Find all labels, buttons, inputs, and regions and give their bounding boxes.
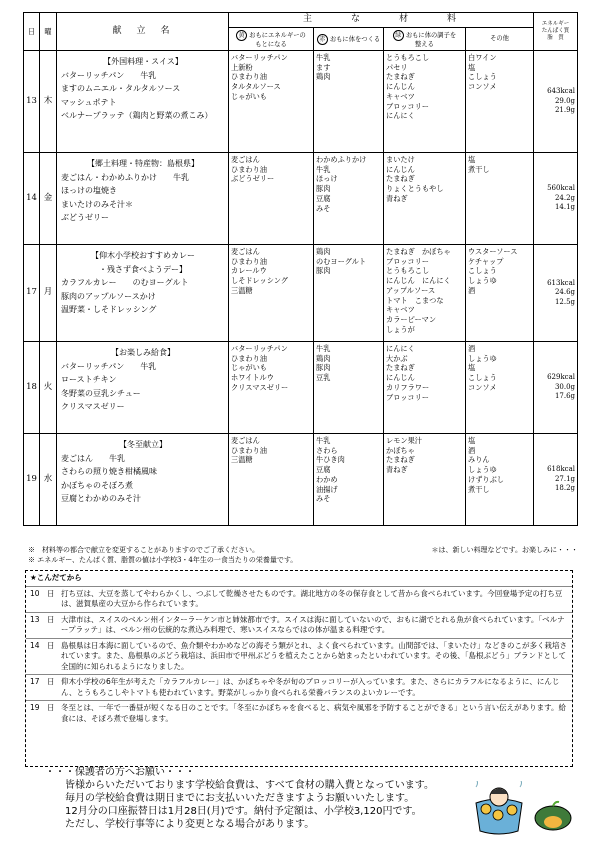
header-cat-body [314, 28, 384, 51]
konda-row [26, 700, 572, 726]
ingredient: にんにく [386, 344, 415, 353]
dish-name: ベルナープラッテ（鶏肉と野菜の煮こみ） [61, 111, 213, 120]
ingredient: キャベツ [386, 305, 415, 315]
cat-green-label: おもに体の調子を 整える [405, 31, 457, 48]
konda-text: 打ち豆は、大豆を蒸してやわらかくし、つぶして乾燥させたものです。湖北地方の冬の保存食として昔から食べられています。今回登場予定の打ち豆は、滋賀県産の大豆から作られています。 [61, 588, 563, 608]
konda-day: 14 日 [30, 640, 55, 650]
dish-name: クリスマスゼリー [61, 402, 125, 411]
ingredient: たまねぎ [386, 363, 415, 373]
ingredient: たまねぎ [386, 455, 415, 465]
ingredient: こしょう [468, 373, 497, 383]
nutrition-value: 14.1g [554, 203, 576, 212]
ingredient: カリフラワー [386, 382, 430, 392]
other-foods [466, 342, 534, 434]
ingredient: たまねぎ [386, 174, 415, 184]
day-number: 19 [24, 434, 40, 526]
ingredient: わかめふりかけ [316, 155, 367, 164]
ingredient: じゃがいも [231, 363, 267, 373]
ingredient: アップルソース [386, 285, 436, 295]
body-foods [314, 245, 384, 342]
dish-list [57, 434, 229, 526]
note-new-dish: ＊は、新しい料理などです。お楽しみに・・・ [431, 546, 578, 554]
dish-name: バターリッチパン 牛乳 [61, 361, 157, 371]
menu-theme: 【仰木小学校おすすめカレー ・残さず食べようデー】 [90, 251, 196, 274]
konda-text: 島根県は日本海に面しているので、魚介類やわかめなどの海そう類がとれ、よく食べられています。山間部では、「まいたけ」などきのこが多く栽培されています。また、島根県のぶどう栽培は、浜田市で甲州ぶどうを植えたことから始まったといわれています。その後、「島根ぶどう」ブランドとして全国的に知られるようになりました。 [61, 640, 567, 671]
header-cat-other: その他 [466, 28, 534, 51]
ingredient: しょうゆ [468, 353, 497, 363]
energy-foods [229, 434, 314, 526]
pumpkin-icon [533, 800, 573, 832]
ingredient: じゃがいも [231, 91, 267, 101]
weekday: 月 [40, 245, 57, 342]
cat-red-circle: 赤 [317, 34, 328, 45]
body-foods [314, 342, 384, 434]
menu-theme: 【郷土料理・特産物：島根県】 [87, 159, 199, 168]
ingredient: こしょう [468, 72, 497, 82]
ingredient: とうもろこし [386, 53, 430, 62]
request-line: 毎月の学校給食費は期日までにお支払いいただきますようお願いいたします。 [65, 793, 415, 804]
ingredient: 酒 [468, 285, 476, 295]
header-cat-energy [229, 28, 314, 51]
other-foods [466, 153, 534, 245]
menu-theme: 【冬至献立】 [119, 440, 167, 449]
request-line: ただし、学校行事等により変更となる場合があります。 [65, 819, 315, 830]
ingredient: 麦ごはん [231, 155, 260, 164]
ingredient: しそドレッシング [231, 276, 288, 286]
day-row [24, 245, 578, 342]
dish-name: 豆腐とわかめのみそ汁 [61, 494, 141, 503]
nutrition-value: 17.6g [554, 392, 576, 401]
konda-day: 13 日 [30, 614, 55, 624]
ingredient: コンソメ [468, 382, 497, 392]
ingredient: 煮干し [468, 484, 490, 494]
ingredient: 豆腐 [316, 465, 331, 475]
ingredient: しょうゆ [468, 465, 497, 475]
ingredient: さわら [316, 445, 338, 455]
bath-illustration-icon [468, 781, 530, 839]
cat-red-label: おもに体をつくる [329, 35, 381, 43]
nutrition-values [534, 153, 578, 245]
condition-foods [384, 245, 466, 342]
weekday: 金 [40, 153, 57, 245]
cat-yellow-circle: 黄 [236, 30, 247, 41]
ingredient: みそ [316, 203, 331, 213]
ingredient: 大かぶ [386, 353, 408, 363]
konda-row [26, 612, 572, 638]
ingredient: カレールウ [231, 266, 267, 276]
ingredient: ぶどうゼリー [231, 174, 275, 184]
ingredient: 豚肉 [316, 266, 331, 276]
dish-list [57, 51, 229, 153]
dish-name: まいたけのみそ汁＊ [61, 199, 133, 209]
weekday: 火 [40, 342, 57, 434]
nutrition-value: 613kcal [547, 278, 576, 287]
condition-foods [384, 434, 466, 526]
ingredient: 鶏肉 [316, 72, 331, 82]
ingredient: のむヨーグルト [316, 256, 367, 266]
konda-text: 冬至とは、一年で一番昼が短くなる日のことです。「冬至にかぼちゃを食べると、病気や風邪を予防することができる」という言い伝えがあります。給食には、そぼろ煮で登場します。 [61, 703, 567, 723]
ingredient: 豆腐 [316, 193, 331, 203]
ingredient: ほっけ [316, 174, 338, 184]
day-row [24, 342, 578, 434]
ingredient: 三温糖 [231, 285, 253, 295]
ingredient: ケチャップ [468, 256, 504, 266]
note-change: ※ 材料等の都合で献立を変更することがありますのでご了承ください。 [28, 546, 259, 554]
ingredient: 上新粉 [231, 62, 253, 72]
ingredient: にんじん にんにく [386, 276, 451, 286]
ingredient: クリスマスゼリー [231, 382, 289, 392]
ingredient: 牛乳 [316, 53, 331, 62]
header-energy: エネルギー たんぱく質 脂 質 [534, 13, 578, 51]
konda-day: 19 日 [30, 703, 55, 712]
ingredient: バターリッチパン [231, 53, 288, 62]
ingredient: ブロッコリー [386, 101, 429, 111]
nutrition-value: 629kcal [547, 373, 576, 382]
ingredient: ひまわり油 [231, 164, 267, 174]
dish-name: カラフルカレー のむヨーグルト [61, 278, 189, 287]
ingredient: 酒 [468, 445, 476, 455]
dish-name: かぼちゃのそぼろ煮 [61, 480, 133, 490]
dish-name: 豚肉のアップルソースかけ [61, 291, 156, 301]
ingredient: 豆乳 [316, 373, 331, 383]
day-row [24, 434, 578, 526]
notes [28, 545, 578, 565]
other-foods [466, 434, 534, 526]
ingredient: 青ねぎ [386, 193, 408, 203]
header-cat-condition [384, 28, 466, 51]
nutrition-value: 24.2g [554, 193, 576, 202]
ingredient: 牛乳 [316, 344, 331, 353]
dish-name: ぶどうゼリー [61, 213, 109, 222]
ingredient: にんじん [386, 164, 415, 174]
body-foods [314, 153, 384, 245]
nutrition-value: 618kcal [547, 465, 576, 474]
ingredient: 麦ごはん [231, 436, 260, 445]
ingredient: ます [316, 62, 331, 72]
ingredient: 煮干し [468, 164, 490, 174]
dish-list [57, 153, 229, 245]
nutrition-value: 560kcal [547, 184, 576, 193]
day-number: 17 [24, 245, 40, 342]
konda-text: 仰木小学校の6年生が考えた「カラフルカレー」は、かぼちゃや冬が旬のブロッコリーが入っています。また、さらにカラフルになるように、にんじん、とうもろこしやトマトも使われています。野菜がしっかり食べられる栄養バランスのよいカレーです。 [61, 677, 560, 697]
condition-foods [384, 342, 466, 434]
konda-row [26, 586, 572, 612]
dish-name: ローストチキン [61, 375, 117, 384]
konda-day: 17 日 [30, 677, 55, 686]
day-row [24, 51, 578, 153]
cat-green-circle: 緑 [393, 30, 404, 41]
menu-theme: 【外国料理・スイス】 [103, 57, 183, 66]
day-number: 14 [24, 153, 40, 245]
ingredient: ブロッコリー [386, 256, 429, 266]
ingredient: こしょう [468, 266, 497, 276]
request-line: 皆様からいただいております学校給食費は、すべて食材の購入費となっています。 [65, 780, 434, 791]
ingredient: 白ワイン [468, 53, 497, 62]
other-foods [466, 245, 534, 342]
condition-foods [384, 51, 466, 153]
ingredient: りょくとうもやし [386, 184, 444, 194]
ingredient: 牛乳 [316, 164, 331, 174]
ingredient: 酒 [468, 344, 476, 353]
request-line: 12月分の口座振替日は1月28日(月)です。納付予定額は、小学校3,120円です。 [65, 806, 422, 817]
dish-name: 冬野菜の豆乳シチュー [61, 388, 141, 398]
ingredient: ひまわり油 [231, 72, 267, 82]
ingredient: ひまわり油 [231, 256, 267, 266]
ingredient: 塩 [468, 363, 476, 373]
ingredient: まいたけ [386, 155, 415, 164]
nutrition-value: 27.1g [554, 474, 576, 483]
other-foods [466, 51, 534, 153]
nutrition-value: 30.0g [554, 382, 576, 391]
day-row [24, 153, 578, 245]
konda-text: 大津市は、スイスのベルン州インターラーケン市と姉妹都市です。スイスは海に面していないので、おもに湖でとれる魚が食べられています。「ベルナープラッテ」は、ベルン州の伝統的な煮込み料理で、寒いスイスならではの体が温まる料理です。 [61, 614, 565, 634]
ingredient: ひまわり油 [231, 353, 267, 363]
ingredient: カラーピーマン [386, 314, 437, 324]
ingredient: ホワイトルウ [231, 373, 274, 383]
nutrition-value: 18.2g [554, 484, 576, 493]
ingredient: にんにく [386, 111, 415, 121]
ingredient: たまねぎ [386, 72, 415, 82]
nutrition-value: 24.6g [554, 288, 576, 297]
ingredient: トマト こまつな [386, 295, 444, 305]
ingredient: たまねぎ かぼちゃ [386, 247, 451, 256]
body-foods [314, 51, 384, 153]
ingredient: 三温糖 [231, 455, 253, 465]
menu-table [23, 12, 578, 526]
nutrition-values [534, 342, 578, 434]
ingredient: タルタルソース [231, 82, 281, 92]
energy-foods [229, 153, 314, 245]
ingredient: 牛乳 [316, 436, 331, 445]
ingredient: けずりぶし [468, 474, 504, 484]
nutrition-value: 12.5g [554, 297, 576, 306]
cat-yellow-label: おもにエネルギーの もとになる [249, 31, 306, 48]
dish-name: 温野菜・しそドレッシング [61, 305, 157, 314]
nutrition-value: 29.0g [554, 96, 576, 105]
ingredient: かぼちゃ [386, 445, 415, 455]
konda-day: 10 日 [30, 588, 55, 598]
ingredient: みりん [468, 455, 490, 465]
ingredient: とうもろこし [386, 266, 430, 276]
header-main-ingredients: 主 な 材 料 [229, 13, 534, 28]
ingredient: 青ねぎ [386, 465, 408, 475]
ingredient: 油揚げ [316, 484, 338, 494]
ingredient: みそ [316, 494, 331, 504]
ingredient: わかめ [316, 474, 338, 484]
dish-name: さわらの照り焼き柑橘風味 [61, 467, 157, 476]
ingredient: 牛ひき肉 [316, 455, 345, 465]
ingredient: ウスターソース [468, 247, 518, 256]
body-foods [314, 434, 384, 526]
day-number: 18 [24, 342, 40, 434]
ingredient: キャベツ [386, 91, 415, 101]
ingredient: ブロッコリー [386, 392, 429, 402]
dish-name: ますのムニエル・タルタルソース [61, 84, 181, 93]
nutrition-values [534, 434, 578, 526]
energy-foods [229, 245, 314, 342]
konda-box [25, 570, 573, 767]
ingredient: ひまわり油 [231, 445, 267, 455]
parent-request [35, 766, 475, 831]
ingredient: 塩 [468, 155, 476, 164]
ingredient: 豚肉 [316, 184, 331, 194]
konda-row [26, 638, 572, 675]
dish-name: 麦ごはん・わかめふりかけ 牛乳 [61, 172, 189, 182]
dish-name: バターリッチパン 牛乳 [61, 70, 157, 80]
ingredient: 鶏肉 [316, 247, 331, 256]
dish-name: マッシュポテト [61, 97, 117, 107]
dish-list [57, 245, 229, 342]
nutrition-values [534, 51, 578, 153]
ingredient: しょうゆ [468, 276, 497, 286]
header-menu: 献 立 名 [57, 13, 229, 51]
ingredient: レモン果汁 [386, 436, 422, 445]
ingredient: 鶏肉 [316, 353, 331, 363]
dish-name: 麦ごはん 牛乳 [61, 453, 125, 463]
note-nutrition: ※ エネルギー、たんぱく質、脂質の値は小学校3・4年生の一食当たりの栄養量です。 [28, 556, 298, 564]
weekday: 木 [40, 51, 57, 153]
condition-foods [384, 153, 466, 245]
ingredient: 豚肉 [316, 363, 331, 373]
ingredient: にんじん [386, 82, 415, 92]
nutrition-value: 21.9g [554, 106, 576, 115]
ingredient: 麦ごはん [231, 247, 260, 256]
request-title: ・・・保護者の方へお願い・・・ [45, 767, 195, 778]
dish-name: ほっけの塩焼き [61, 186, 117, 195]
konda-title: ★こんだてから [30, 573, 82, 582]
ingredient: 塩 [468, 62, 476, 72]
energy-foods [229, 342, 314, 434]
ingredient: 塩 [468, 436, 476, 445]
ingredient: バターリッチパン [231, 344, 288, 353]
ingredient: にんじん [386, 373, 415, 383]
dish-list [57, 342, 229, 434]
weekday: 水 [40, 434, 57, 526]
nutrition-values [534, 245, 578, 342]
ingredient: パセリ [386, 62, 408, 72]
konda-row [26, 674, 572, 700]
header-day: 日 [24, 13, 40, 51]
ingredient: しょうが [386, 324, 415, 334]
day-number: 13 [24, 51, 40, 153]
ingredient: コンソメ [468, 82, 497, 92]
header-weekday: 曜 [40, 13, 57, 51]
menu-theme: 【お楽しみ給食】 [111, 348, 175, 357]
nutrition-value: 643kcal [547, 87, 576, 96]
energy-foods [229, 51, 314, 153]
